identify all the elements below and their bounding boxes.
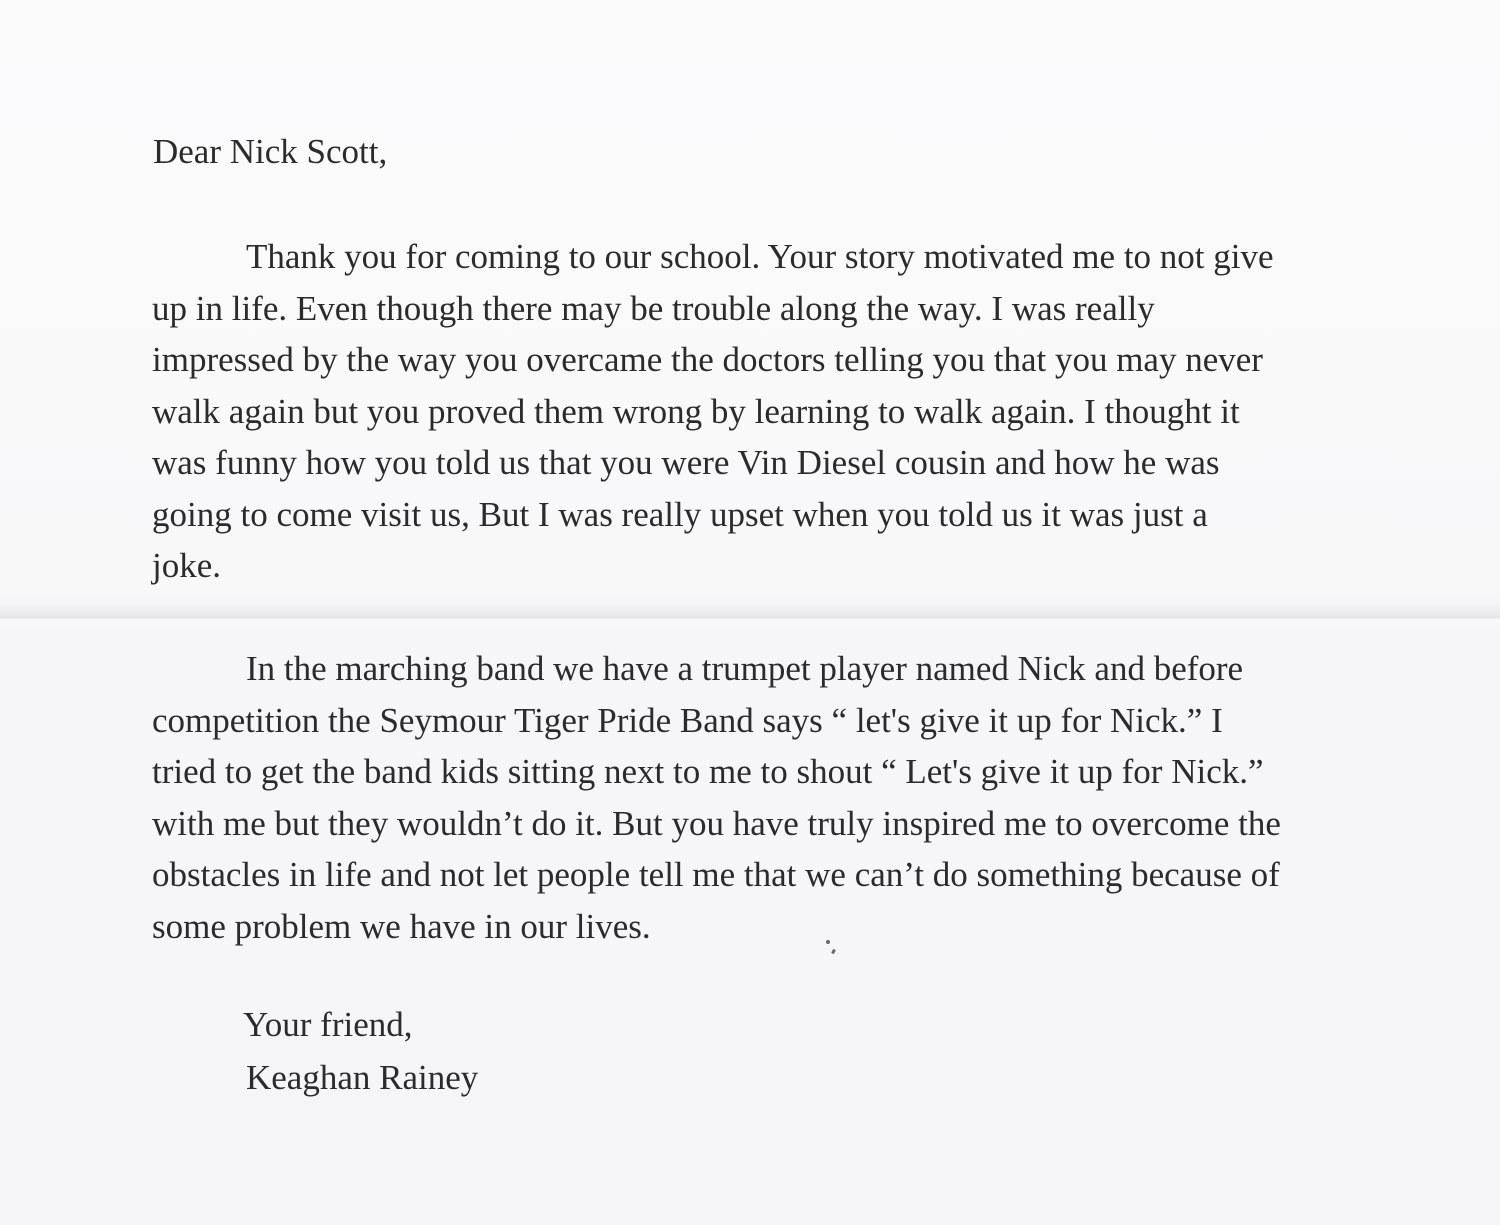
salutation: Dear Nick Scott,: [153, 132, 388, 171]
paragraph-2-line: competition the Seymour Tiger Pride Band says “ let's give it up for Nick.” I: [152, 700, 1223, 740]
paragraph-1: [152, 231, 1382, 592]
paragraph-2-line: some problem we have in our lives.: [152, 906, 651, 946]
paragraph-2-line: tried to get the band kids sitting next to me to shout “ Let's give it up for Nick.”: [152, 752, 1264, 791]
paragraph-1-line: going to come visit us, But I was really upset when you told us it was just a: [152, 494, 1208, 534]
paragraph-2-line: obstacles in life and not let people tell me that we can’t do something because of: [152, 855, 1280, 894]
paragraph-1-line: joke.: [152, 546, 222, 585]
paragraph-1-line: Thank you for coming to our school. Your story motivated me to not give: [246, 237, 1274, 276]
paragraph-1-line: was funny how you told us that you were Vin Diesel cousin and how he was: [152, 443, 1220, 482]
paper-speck: [826, 940, 830, 944]
paragraph-1-line: impressed by the way you overcame the doctors telling you that you may never: [152, 340, 1263, 379]
closing: Your friend,: [243, 1005, 413, 1044]
paragraph-2-line: In the marching band we have a trumpet player named Nick and before: [246, 649, 1244, 688]
paragraph-2: [152, 643, 1382, 952]
paper-fold-crease: [0, 603, 1500, 631]
paragraph-1-line: up in life. Even though there may be trouble along the way. I was really: [152, 288, 1155, 328]
signature: Keaghan Rainey: [246, 1058, 479, 1097]
paragraph-2-line: with me but they wouldn’t do it. But you have truly inspired me to overcome the: [152, 803, 1281, 843]
paragraph-1-line: walk again but you proved them wrong by learning to walk again. I thought it: [152, 391, 1240, 431]
